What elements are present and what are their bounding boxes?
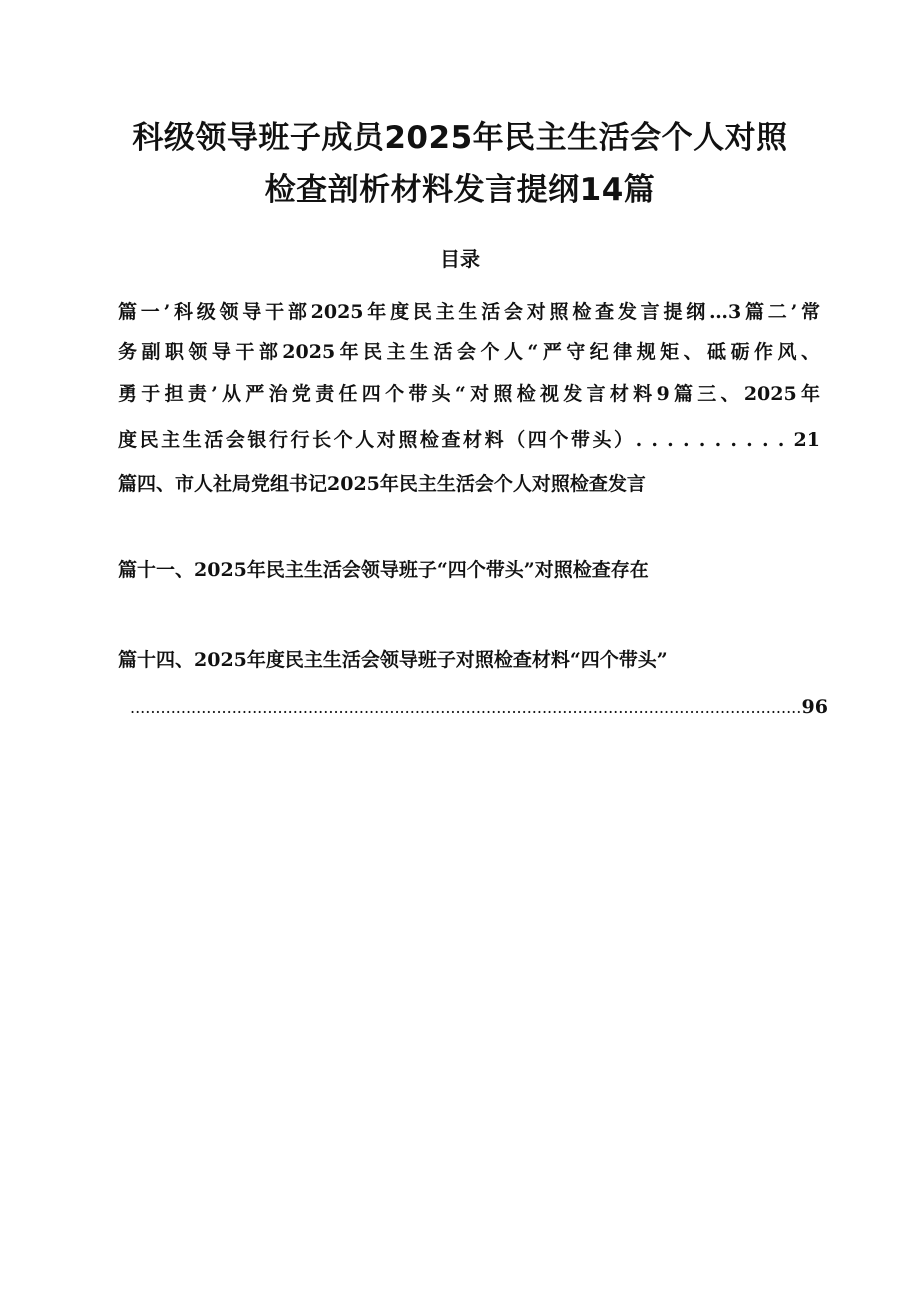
toc-heading: 目录 [440,247,480,271]
toc-line-2[interactable]: 务副职领导干部2025年民主生活会个人“严守纪律规矩、砥砺作风、 [118,341,820,363]
document-title [60,112,860,216]
toc-page-number: 96 [801,696,828,718]
title-line-1: 科级领导班子成员2025年民主生活会个人对照 [132,120,788,156]
toc-line-7[interactable]: 篇十四、2025年度民主生活会领导班子对照检查材料“四个带头” [118,649,668,671]
toc-line-6[interactable]: 篇十一、2025年民主生活会领导班子“四个带头”对照检查存在 [118,559,649,581]
dot-leader [130,693,801,723]
toc-dot-leader-row[interactable] [130,692,828,722]
toc-line-3[interactable]: 勇于担责’从严治党责任四个带头“对照检视发言材料9篇三、2025年 [118,383,820,405]
toc-line-5[interactable]: 篇四、市人社局党组书记2025年民主生活会个人对照检查发言 [118,473,646,495]
toc-line-4[interactable]: 度民主生活会银行行长个人对照检查材料（四个带头）. . . . . . . . . . 21 [118,429,820,451]
title-line-2: 检查剖析材料发言提纲14篇 [264,172,656,208]
toc-line-1[interactable]: 篇一’科级领导干部2025年度民主生活会对照检查发言提纲…3篇二’常 [118,301,820,323]
